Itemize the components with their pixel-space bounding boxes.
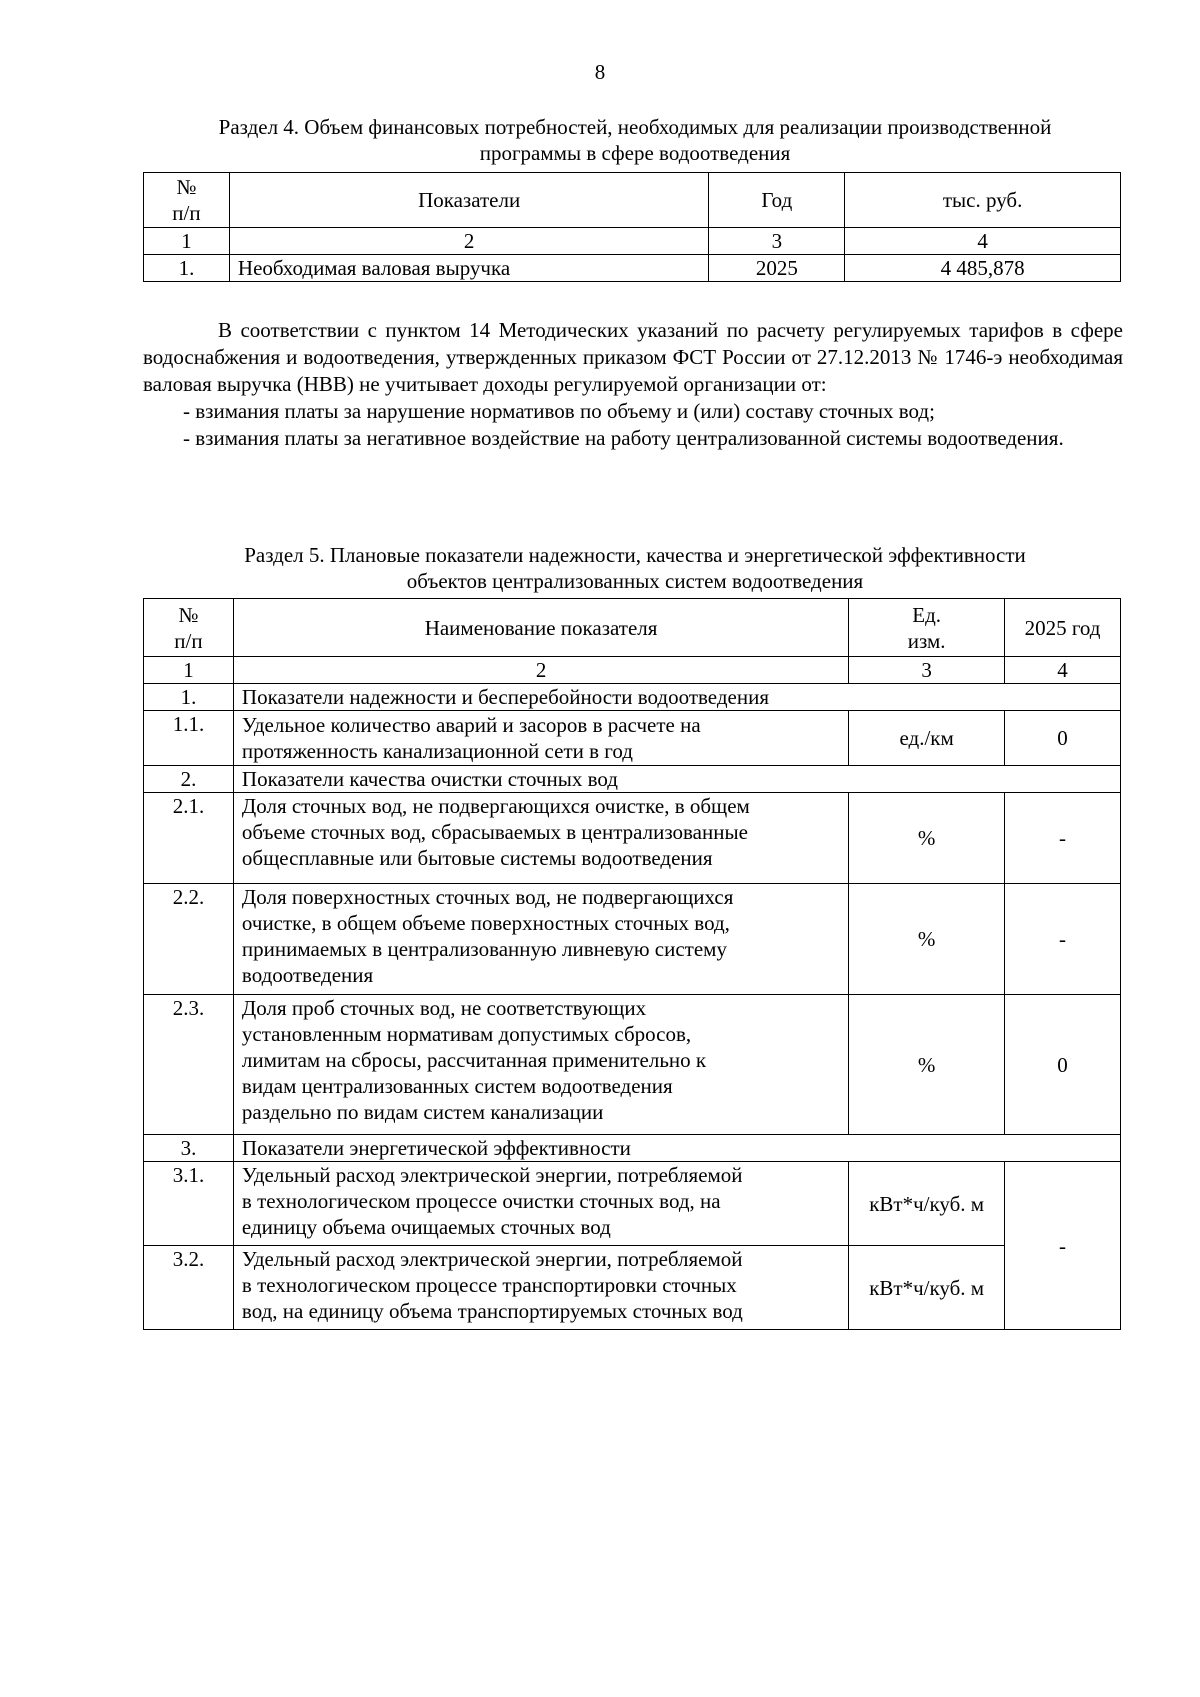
row-name-line: очистке, в общем объеме поверхностных сточных вод, (241, 911, 730, 935)
header-indicator: Показатели (229, 173, 708, 228)
table-row (144, 255, 1121, 282)
row-name (233, 884, 848, 995)
header-year: Год (709, 173, 845, 228)
section4-caption-line2: программы в сфере водоотведения (479, 141, 791, 165)
section4-table (143, 172, 1121, 282)
header-num (144, 173, 230, 228)
row-name-line: видам централизованных систем водоотведения (241, 1074, 673, 1098)
paragraph-bullet2: - взимания платы за негативное воздействие на работу централизованной системы водоотведения. (183, 426, 1064, 450)
row-unit: % (849, 995, 1005, 1135)
row-name-line: водоотведения (241, 963, 374, 987)
section4-caption (140, 114, 1130, 166)
paragraph-main: В соответствии с пунктом 14 Методических указаний по расчету регулируемых тарифов в сфере водоснабжения и водоотведения, утвержденных приказом ФСТ России от 27.12.2013 № 1746-э необходимая валовая выручка (НВВ) не учитывает доходы регулируемой организации от: (143, 318, 1123, 396)
row-name-line: лимитам на сбросы, рассчитанная применительно к (241, 1048, 707, 1072)
row-amount: 4 485,878 (845, 255, 1121, 282)
column-number: 4 (1005, 657, 1121, 684)
column-number: 4 (845, 228, 1121, 255)
row-unit: кВт*ч/куб. м (849, 1162, 1005, 1246)
section5-caption-line2: объектов централизованных систем водоотведения (406, 569, 864, 593)
row-value: - (1005, 793, 1121, 884)
row-value: - (1005, 884, 1121, 995)
group-title: Показатели качества очистки сточных вод (233, 766, 1120, 793)
row-unit: ед./км (849, 711, 1005, 766)
row-name-line: в технологическом процессе очистки сточных вод, на (241, 1189, 721, 1213)
row-name (233, 711, 848, 766)
row-name-line: Доля сточных вод, не подвергающихся очистке, в общем (241, 794, 750, 818)
row-unit: кВт*ч/куб. м (849, 1246, 1005, 1330)
row-year: 2025 (709, 255, 845, 282)
column-number-row (144, 657, 1121, 684)
row-num: 3.1. (144, 1162, 234, 1246)
row-name-line: Доля поверхностных сточных вод, не подвергающихся (241, 885, 734, 909)
column-number: 1 (144, 657, 234, 684)
row-name-line: Удельное количество аварий и засоров в расчете на (241, 713, 701, 737)
table-row (144, 793, 1121, 884)
header-num-line1: № (178, 602, 199, 627)
row-num: 1.1. (144, 711, 234, 766)
table-header-row (144, 173, 1121, 228)
group-num: 1. (144, 684, 234, 711)
column-number-row (144, 228, 1121, 255)
table-row (144, 995, 1121, 1135)
row-name (233, 1162, 848, 1246)
table-row (144, 1246, 1121, 1330)
row-name-line: объеме сточных вод, сбрасываемых в централизованные (241, 820, 748, 844)
header-unit-line2: изм. (907, 628, 946, 653)
row-value: 0 (1005, 995, 1121, 1135)
group-row (144, 684, 1121, 711)
group-num: 3. (144, 1135, 234, 1162)
group-title: Показатели энергетической эффективности (233, 1135, 1120, 1162)
header-num-line2: п/п (172, 201, 201, 225)
row-unit: % (849, 793, 1005, 884)
row-name-line: установленным нормативам допустимых сбросов, (241, 1022, 692, 1046)
body-paragraph (143, 317, 1123, 452)
column-number: 3 (709, 228, 845, 255)
row-name-line: Удельный расход электрической энергии, потребляемой (241, 1247, 743, 1271)
row-unit: % (849, 884, 1005, 995)
header-year: 2025 год (1005, 599, 1121, 657)
row-name (233, 995, 848, 1135)
group-title: Показатели надежности и бесперебойности водоотведения (233, 684, 1120, 711)
row-name-line: единицу объема очищаемых сточных вод (241, 1215, 611, 1239)
row-num: 2.2. (144, 884, 234, 995)
section4-caption-line1: Раздел 4. Объем финансовых потребностей, необходимых для реализации производственной (218, 115, 1052, 139)
section5-caption (140, 542, 1130, 594)
header-num (144, 599, 234, 657)
header-amount: тыс. руб. (845, 173, 1121, 228)
row-name-line: протяженность канализационной сети в год (241, 739, 633, 763)
row-indicator: Необходимая валовая выручка (229, 255, 708, 282)
row-name (233, 1246, 848, 1330)
row-name-line: вод, на единицу объема транспортируемых сточных вод (241, 1299, 743, 1323)
row-num: 1. (144, 255, 230, 282)
row-name-line: раздельно по видам систем канализации (241, 1100, 604, 1124)
table-header-row (144, 599, 1121, 657)
row-value: 0 (1005, 711, 1121, 766)
column-number: 3 (849, 657, 1005, 684)
row-name-line: Доля проб сточных вод, не соответствующих (241, 996, 647, 1020)
row-num: 3.2. (144, 1246, 234, 1330)
section5-table (143, 598, 1121, 1330)
table-row (144, 711, 1121, 766)
table-row (144, 884, 1121, 995)
row-name (233, 793, 848, 884)
header-num-line1: № (176, 175, 197, 199)
row-name-line: принимаемых в централизованную ливневую систему (241, 937, 727, 961)
row-name-line: Удельный расход электрической энергии, потребляемой (241, 1163, 743, 1187)
column-number: 2 (229, 228, 708, 255)
table-row (144, 1162, 1121, 1246)
row-name-line: общесплавные или бытовые системы водоотведения (241, 846, 713, 870)
column-number: 1 (144, 228, 230, 255)
page-number: 8 (594, 60, 606, 84)
header-unit (849, 599, 1005, 657)
row-value: - (1005, 1162, 1121, 1330)
row-num: 2.1. (144, 793, 234, 884)
row-name-line: в технологическом процессе транспортировки сточных (241, 1273, 737, 1297)
group-num: 2. (144, 766, 234, 793)
row-num: 2.3. (144, 995, 234, 1135)
header-name: Наименование показателя (233, 599, 848, 657)
group-row (144, 1135, 1121, 1162)
header-num-line2: п/п (174, 628, 203, 653)
column-number: 2 (233, 657, 848, 684)
paragraph-bullet1: - взимания платы за нарушение нормативов по объему и (или) составу сточных вод; (183, 399, 935, 423)
header-unit-line1: Ед. (912, 602, 942, 627)
group-row (144, 766, 1121, 793)
section5-caption-line1: Раздел 5. Плановые показатели надежности, качества и энергетической эффективности (244, 543, 1026, 567)
